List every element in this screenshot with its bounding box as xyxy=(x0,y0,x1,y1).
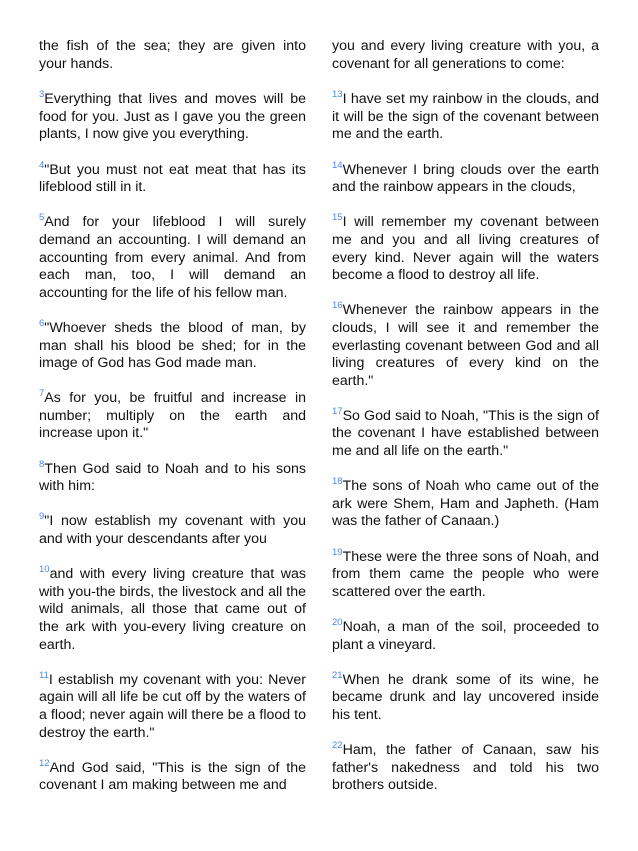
verse-paragraph xyxy=(39,38,306,73)
verse-paragraph xyxy=(332,159,599,197)
verse-text: So God said to Noah, "This is the sign of the covenant I have established between me and all life on the earth." xyxy=(332,407,599,460)
verse-number: 20 xyxy=(332,617,343,628)
verse-text: When he drank some of its wine, he became drunk and lay uncovered inside his tent. xyxy=(332,671,599,723)
verse-paragraph xyxy=(39,214,306,302)
verse-paragraph xyxy=(39,513,306,548)
verse-text: I establish my covenant with you: Never again will all life be cut off by the waters of a flood; never again will there be a flood to destroy the earth." xyxy=(39,671,306,741)
verse-text: Ham, the father of Canaan, saw his father's nakedness and told his two brothers outside. xyxy=(332,742,599,794)
verse-number: 8 xyxy=(39,458,45,470)
verse-text: and with every living creature that was with you-the birds, the livestock and all the wild animals, all those that came out of the ark with you-every living creature on earth. xyxy=(39,566,306,653)
verse-paragraph xyxy=(332,302,599,390)
verse-text: Then God said to Noah and to his sons with him: xyxy=(39,460,306,495)
verse-text: the fish of the sea; they are given into your hands. xyxy=(39,38,306,72)
verse-number: 7 xyxy=(39,388,45,400)
verse-paragraph xyxy=(39,669,306,742)
verse-paragraph xyxy=(332,214,599,284)
verse-paragraph xyxy=(332,38,599,73)
verse-paragraph xyxy=(332,478,599,531)
verse-paragraph xyxy=(39,757,306,795)
verse-text: And for your lifeblood I will surely demand an accounting. I will demand an accounting from every animal. And from each man, too, I will demand an accounting for the life of his fellow man. xyxy=(39,214,306,301)
verse-paragraph xyxy=(39,317,306,373)
verse-paragraph xyxy=(332,405,599,461)
verse-text: "But you must not eat meat that has its lifeblood still in it. xyxy=(39,161,306,196)
verse-number: 16 xyxy=(332,300,343,312)
verse-number: 6 xyxy=(39,317,45,329)
verse-number: 15 xyxy=(332,212,343,224)
verse-number: 11 xyxy=(39,669,49,681)
verse-number: 22 xyxy=(332,740,343,752)
verse-paragraph xyxy=(39,159,306,197)
verse-paragraph xyxy=(39,458,306,496)
verse-paragraph xyxy=(332,619,599,654)
verse-number: 21 xyxy=(332,669,343,681)
verse-text: Everything that lives and moves will be food for you. Just as I gave you the green plants, I now give you everything. xyxy=(39,91,306,143)
verse-number: 5 xyxy=(39,212,45,224)
verse-text: Noah, a man of the soil, proceeded to plant a vineyard. xyxy=(332,619,599,653)
verse-paragraph xyxy=(332,742,599,795)
verse-number: 14 xyxy=(332,159,343,171)
verse-number: 4 xyxy=(39,159,45,171)
verse-paragraph xyxy=(332,546,599,602)
verse-paragraph xyxy=(332,669,599,725)
verse-paragraph xyxy=(39,390,306,443)
verse-text: As for you, be fruitful and increase in number; multiply on the earth and increase upon it." xyxy=(39,390,306,442)
verse-paragraph xyxy=(332,91,599,144)
verse-number: 18 xyxy=(332,476,343,488)
verse-number: 13 xyxy=(332,89,343,101)
verse-text: These were the three sons of Noah, and from them came the people who were scattered over the earth. xyxy=(332,548,599,600)
verse-text: Whenever I bring clouds over the earth and the rainbow appears in the clouds, xyxy=(332,161,599,196)
verse-text: "Whoever sheds the blood of man, by man shall his blood be shed; for in the image of God has God made man. xyxy=(39,319,306,372)
verse-text: I will remember my covenant between me and you and all living creatures of every kind. Never again will the waters become a flood to destroy all life. xyxy=(332,214,599,284)
verse-text: I have set my rainbow in the clouds, and it will be the sign of the covenant between me and the earth. xyxy=(332,91,599,143)
verse-text: The sons of Noah who came out of the ark were Shem, Ham and Japheth. (Ham was the father of Canaan.) xyxy=(332,478,599,530)
verse-paragraph xyxy=(39,91,306,144)
verse-number: 19 xyxy=(332,546,343,558)
right-column xyxy=(332,38,599,813)
verse-number: 3 xyxy=(39,89,45,101)
verse-text: "I now establish my covenant with you and with your descendants after you xyxy=(39,513,306,548)
verse-text: And God said, "This is the sign of the covenant I am making between me and xyxy=(39,759,306,794)
verse-text: Whenever the rainbow appears in the clouds, I will see it and remember the everlasting covenant between God and all living creatures of every kind on the earth." xyxy=(332,302,599,389)
verse-number: 12 xyxy=(39,757,50,769)
verse-number: 9 xyxy=(39,511,45,523)
verse-paragraph xyxy=(39,566,306,654)
verse-number: 10 xyxy=(39,564,50,576)
left-column xyxy=(39,38,306,813)
verse-text: you and every living creature with you, a covenant for all generations to come: xyxy=(332,38,599,72)
verse-number: 17 xyxy=(332,405,343,417)
